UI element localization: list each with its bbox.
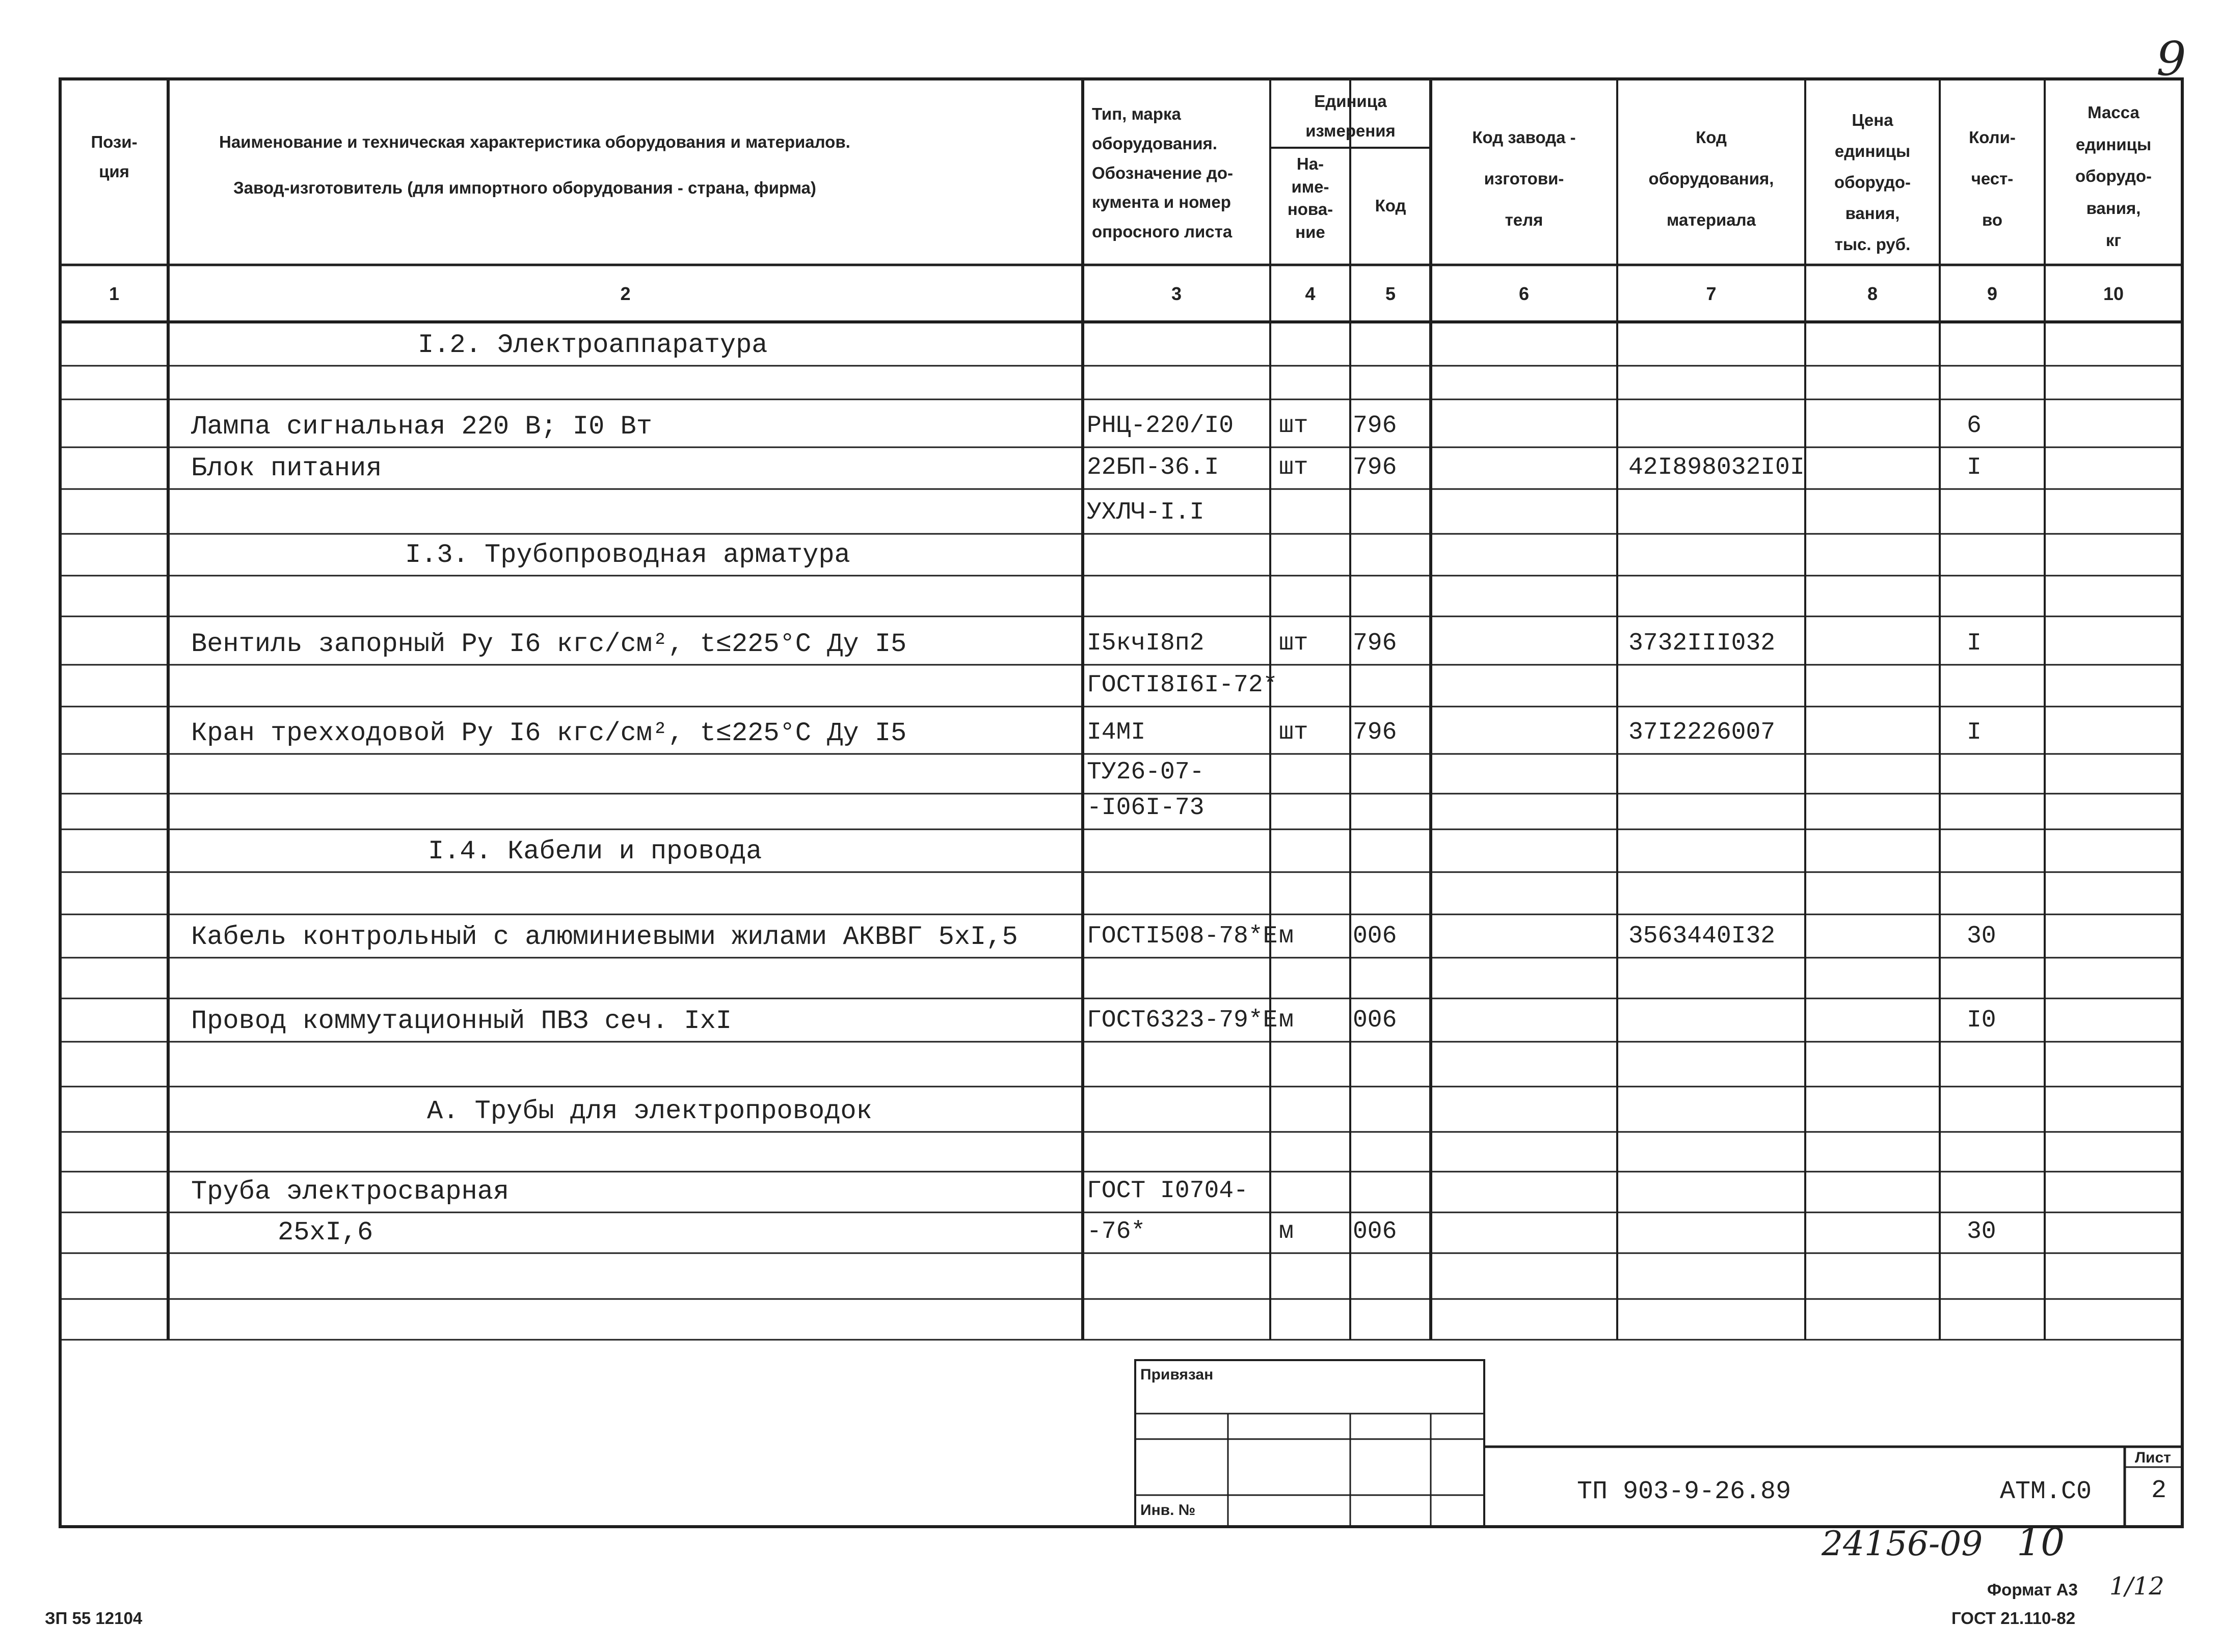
item-name: I.2. Электроаппаратура — [418, 330, 768, 360]
item-type: -I06I-73 — [1087, 794, 1205, 822]
item-qty: 30 — [1967, 1218, 1996, 1245]
item-name: Кран трехходовой Ру I6 кгс/см², t≤225°С Ду I5 — [191, 718, 907, 748]
item-type: I4МI — [1087, 719, 1146, 746]
format-label: Формат А3 — [1987, 1580, 2078, 1599]
header-unit-name: На- име- нова- ние — [1287, 154, 1333, 241]
item-equip-code: 42I898032I0I — [1628, 454, 1805, 481]
header-name-line1: Наименование и техническая характеристика оборудования и материалов. — [219, 132, 850, 151]
item-unit: шт — [1279, 719, 1308, 746]
column-number-7: 7 — [1706, 283, 1717, 304]
item-unit: шт — [1279, 412, 1308, 440]
item-type: УХЛЧ-I.I — [1087, 499, 1205, 526]
item-unit-code: 796 — [1353, 454, 1397, 481]
column-number-1: 1 — [109, 283, 120, 304]
item-type: РНЦ-220/I0 — [1087, 412, 1234, 440]
item-name: Кабель контрольный с алюминиевыми жилами АКВВГ 5хI,5 — [191, 922, 1018, 952]
item-unit-code: 006 — [1353, 1007, 1397, 1034]
page-number: 9 — [2156, 32, 2186, 86]
item-qty: I — [1967, 719, 1982, 746]
item-type: -76* — [1087, 1218, 1146, 1245]
item-equip-code: 3563440I32 — [1628, 923, 1776, 950]
item-type: ГОСТI8I6I-72* — [1087, 671, 1278, 699]
item-unit: м — [1279, 923, 1294, 950]
item-type: ГОСТ I0704- — [1087, 1177, 1248, 1205]
item-name: 25хI,6 — [278, 1217, 373, 1248]
item-unit: м — [1279, 1218, 1294, 1245]
item-unit-code: 796 — [1353, 719, 1397, 746]
column-number-6: 6 — [1518, 283, 1530, 304]
format-handwritten: 1/12 — [2109, 1572, 2164, 1601]
column-number-10: 10 — [2103, 283, 2124, 304]
item-type: 22БП-36.I — [1087, 454, 1219, 481]
header-unit: Единица измерения — [1305, 92, 1396, 140]
item-name: Труба электросварная — [191, 1177, 510, 1207]
sheet-label: Лист — [2135, 1449, 2171, 1466]
item-unit-code: 796 — [1353, 630, 1397, 657]
header-qty: Коли- чест- во — [1969, 128, 2016, 229]
header-type: Тип, марка оборудования. Обозначение до- кумента и номер опросного листа — [1092, 104, 1233, 241]
item-name: Вентиль запорный Ру I6 кгс/см², t≤225°С Ду I5 — [191, 629, 907, 659]
item-equip-code: 3732III032 — [1628, 630, 1776, 657]
item-name: Провод коммутационный ПВЗ сеч. IхI — [191, 1006, 732, 1036]
item-type: ГОСТI508-78*Е — [1087, 923, 1278, 950]
header-factory-code: Код завода - изготови- теля — [1472, 128, 1576, 229]
header-name-line2: Завод-изготовитель (для импортного оборудования - страна, фирма) — [233, 178, 816, 197]
left-footer: ЗП 55 12104 — [45, 1609, 143, 1628]
handwritten-reg-number: 24156-09 — [1822, 1524, 1983, 1563]
header-equip-code: Код оборудования, материала — [1648, 128, 1774, 229]
item-qty: I — [1967, 630, 1982, 657]
item-name: Блок питания — [191, 453, 382, 483]
column-number-8: 8 — [1867, 283, 1878, 304]
item-qty: 6 — [1967, 412, 1982, 440]
gost-footer: ГОСТ 21.110-82 — [1951, 1609, 2076, 1628]
stamp-privyazan-label: Привязан — [1140, 1366, 1214, 1383]
item-qty: 30 — [1967, 923, 1996, 950]
item-name: Лампа сигнальная 220 В; I0 Вт — [191, 412, 652, 442]
item-unit-code: 006 — [1353, 923, 1397, 950]
item-type: ГОСТ6323-79*Е — [1087, 1007, 1278, 1034]
item-unit: шт — [1279, 630, 1308, 657]
item-name: I.4. Кабели и провода — [428, 836, 762, 866]
column-number-9: 9 — [1987, 283, 1998, 304]
column-number-2: 2 — [620, 283, 631, 304]
column-number-5: 5 — [1385, 283, 1396, 304]
doc-code: ТП 903-9-26.89 — [1577, 1477, 1791, 1506]
header-position: Пози- ция — [91, 132, 138, 181]
item-unit-code: 796 — [1353, 412, 1397, 440]
item-equip-code: 37I2226007 — [1628, 719, 1776, 746]
stamp-inv-no-label: Инв. № — [1140, 1502, 1196, 1519]
item-qty: I0 — [1967, 1007, 1996, 1034]
item-unit: м — [1279, 1007, 1294, 1034]
item-unit-code: 006 — [1353, 1218, 1397, 1245]
column-number-4: 4 — [1305, 283, 1316, 304]
item-unit: шт — [1279, 454, 1308, 481]
header-price: Цена единицы оборудо- вания, тыс. руб. — [1834, 111, 1911, 254]
column-number-3: 3 — [1171, 283, 1182, 304]
handwritten-sub-number: 10 — [2017, 1521, 2065, 1564]
item-name: А. Трубы для электропроводок — [427, 1096, 872, 1126]
item-name: I.3. Трубопроводная арматура — [405, 540, 850, 570]
doc-mark: АТМ.С0 — [2000, 1477, 2092, 1506]
sheet-number: 2 — [2151, 1476, 2167, 1505]
item-type: ТУ26-07- — [1087, 759, 1205, 786]
item-qty: I — [1967, 454, 1982, 481]
header-mass: Масса единицы оборудо- вания, кг — [2075, 103, 2152, 250]
header-unit-code: Код — [1375, 196, 1406, 215]
item-type: I5кчI8п2 — [1087, 630, 1205, 657]
